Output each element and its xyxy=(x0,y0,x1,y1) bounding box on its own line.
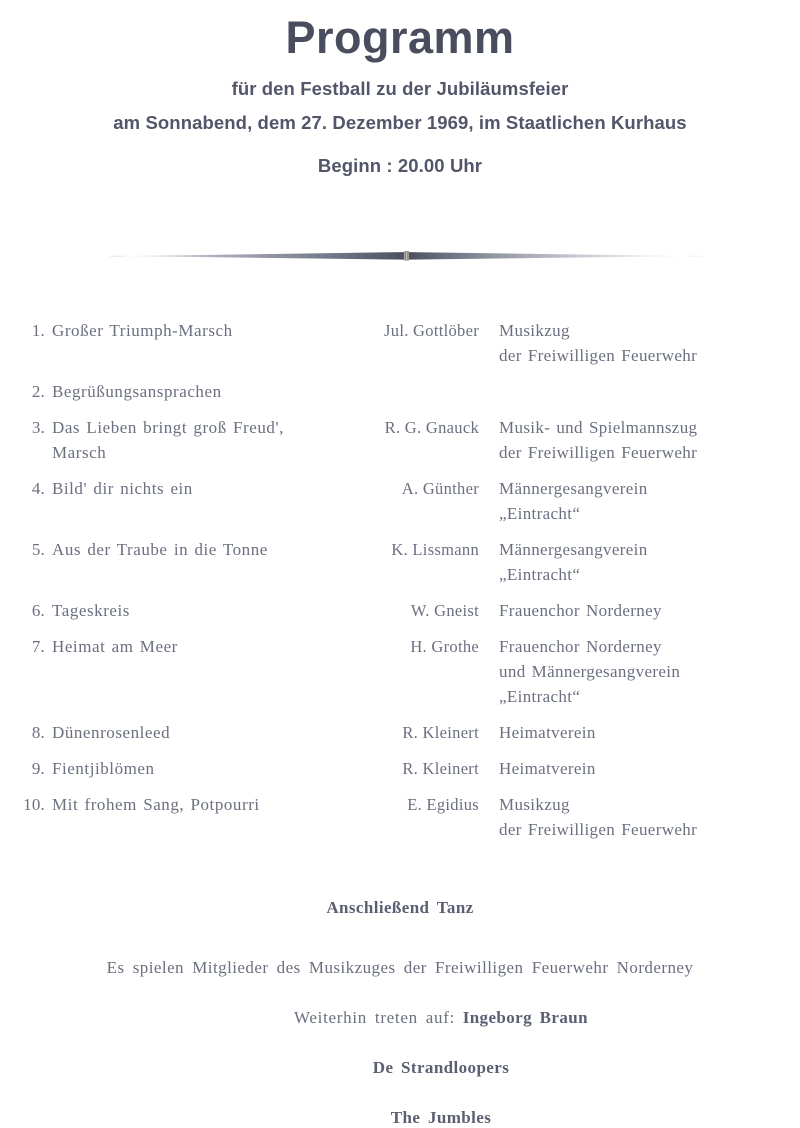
additional-acts-block xyxy=(0,1008,800,1128)
item-performer xyxy=(481,476,800,526)
item-performer-line: Musikzug xyxy=(499,795,570,814)
act-name: De Strandloopers xyxy=(372,1058,510,1077)
program-item xyxy=(0,318,800,368)
act-row xyxy=(0,1108,800,1128)
item-number: 10. xyxy=(23,795,45,814)
item-title-line: Bild' dir nichts ein xyxy=(52,479,193,498)
item-performer xyxy=(481,318,800,368)
item-performer xyxy=(481,756,800,781)
item-title-line: Heimat am Meer xyxy=(52,637,178,656)
item-title-line: Tageskreis xyxy=(52,601,130,620)
item-title-line: Dünenrosenleed xyxy=(52,723,171,742)
item-number: 4. xyxy=(31,479,45,498)
act-name: The Jumbles xyxy=(390,1108,492,1127)
program-item xyxy=(0,537,800,587)
item-title-line: Marsch xyxy=(52,443,107,462)
item-number: 5. xyxy=(31,540,45,559)
item-number: 1. xyxy=(31,321,45,340)
item-performer-line: Männergesangverein xyxy=(499,479,648,498)
item-title xyxy=(52,792,340,817)
players-notice: Es spielen Mitglieder des Musikzuges der Freiwilligen Feuerwehr Norderney xyxy=(106,958,694,977)
item-number: 9. xyxy=(31,759,45,778)
item-performer-line: der Freiwilligen Feuerwehr xyxy=(499,820,698,839)
item-composer: R. Kleinert xyxy=(402,723,479,742)
subtitle-block xyxy=(0,77,800,177)
item-title-line: Aus der Traube in die Tonne xyxy=(52,540,268,559)
item-composer: R. G. Gnauck xyxy=(384,418,479,437)
item-performer xyxy=(481,415,800,465)
program-item xyxy=(0,720,800,745)
item-performer-line: „Eintracht“ xyxy=(499,687,581,706)
divider xyxy=(0,243,800,269)
document-header xyxy=(0,0,800,177)
begin-time: Beginn : 20.00 Uhr xyxy=(317,154,483,176)
item-title xyxy=(52,476,340,501)
program-item xyxy=(0,476,800,526)
item-title-line: Das Lieben bringt groß Freud', xyxy=(52,418,284,437)
item-title-line: Großer Triumph-Marsch xyxy=(52,321,233,340)
item-number: 3. xyxy=(31,418,45,437)
item-title xyxy=(52,634,340,659)
program-item xyxy=(0,792,800,842)
page-title: Programm xyxy=(285,12,515,63)
program-item xyxy=(0,598,800,623)
item-performer-line: „Eintracht“ xyxy=(499,565,581,584)
act-row xyxy=(0,1058,800,1078)
item-performer xyxy=(481,792,800,842)
item-title-line: Fientjiblömen xyxy=(52,759,155,778)
item-title xyxy=(52,318,340,343)
item-performer xyxy=(481,598,800,623)
program-item xyxy=(0,415,800,465)
document-footer xyxy=(0,898,800,1128)
item-performer-line: Heimatverein xyxy=(499,723,596,742)
item-composer: E. Egidius xyxy=(407,795,479,814)
item-title xyxy=(52,537,340,562)
item-composer: R. Kleinert xyxy=(402,759,479,778)
program-item xyxy=(0,634,800,709)
act-name: Ingeborg Braun xyxy=(462,1008,588,1027)
subtitle-line-1: für den Festball zu der Jubiläumsfeier xyxy=(231,77,569,99)
dance-notice: Anschließend Tanz xyxy=(326,898,474,917)
item-composer: H. Grothe xyxy=(410,637,479,656)
item-number: 8. xyxy=(31,723,45,742)
additional-acts-label: Weiterhin treten auf: xyxy=(294,1008,455,1027)
program-list xyxy=(0,318,800,853)
item-performer xyxy=(481,634,800,709)
item-title-line: Mit frohem Sang, Potpourri xyxy=(52,795,260,814)
item-performer-line: der Freiwilligen Feuerwehr xyxy=(499,346,698,365)
program-item xyxy=(0,379,800,404)
item-title xyxy=(52,720,340,745)
item-title xyxy=(52,379,340,404)
item-title xyxy=(52,598,340,623)
item-performer-line: Musik- und Spielmannszug xyxy=(499,418,698,437)
tapered-rule-ornament xyxy=(0,243,800,269)
item-performer-line: „Eintracht“ xyxy=(499,504,581,523)
program-item xyxy=(0,756,800,781)
item-performer-line: Heimatverein xyxy=(499,759,596,778)
item-performer-line: Frauenchor Norderney xyxy=(499,601,662,620)
item-composer: W. Gneist xyxy=(410,601,479,620)
item-performer xyxy=(481,537,800,587)
act-row-first xyxy=(0,1008,800,1028)
item-performer-line: und Männergesangverein xyxy=(499,662,681,681)
item-performer xyxy=(481,720,800,745)
item-composer: Jul. Gottlöber xyxy=(384,321,479,340)
item-number: 7. xyxy=(31,637,45,656)
item-composer: K. Lissmann xyxy=(391,540,479,559)
item-performer-line: Frauenchor Norderney xyxy=(499,637,662,656)
item-performer-line: der Freiwilligen Feuerwehr xyxy=(499,443,698,462)
item-performer-line: Männergesangverein xyxy=(499,540,648,559)
subtitle-line-2: am Sonnabend, dem 27. Dezember 1969, im Staatlichen Kurhaus xyxy=(113,112,687,134)
item-number: 6. xyxy=(31,601,45,620)
item-title xyxy=(52,415,340,465)
item-title-line: Begrüßungsansprachen xyxy=(52,382,222,401)
item-number: 2. xyxy=(31,382,45,401)
item-performer-line: Musikzug xyxy=(499,321,570,340)
item-title xyxy=(52,756,340,781)
item-composer: A. Günther xyxy=(401,479,479,498)
